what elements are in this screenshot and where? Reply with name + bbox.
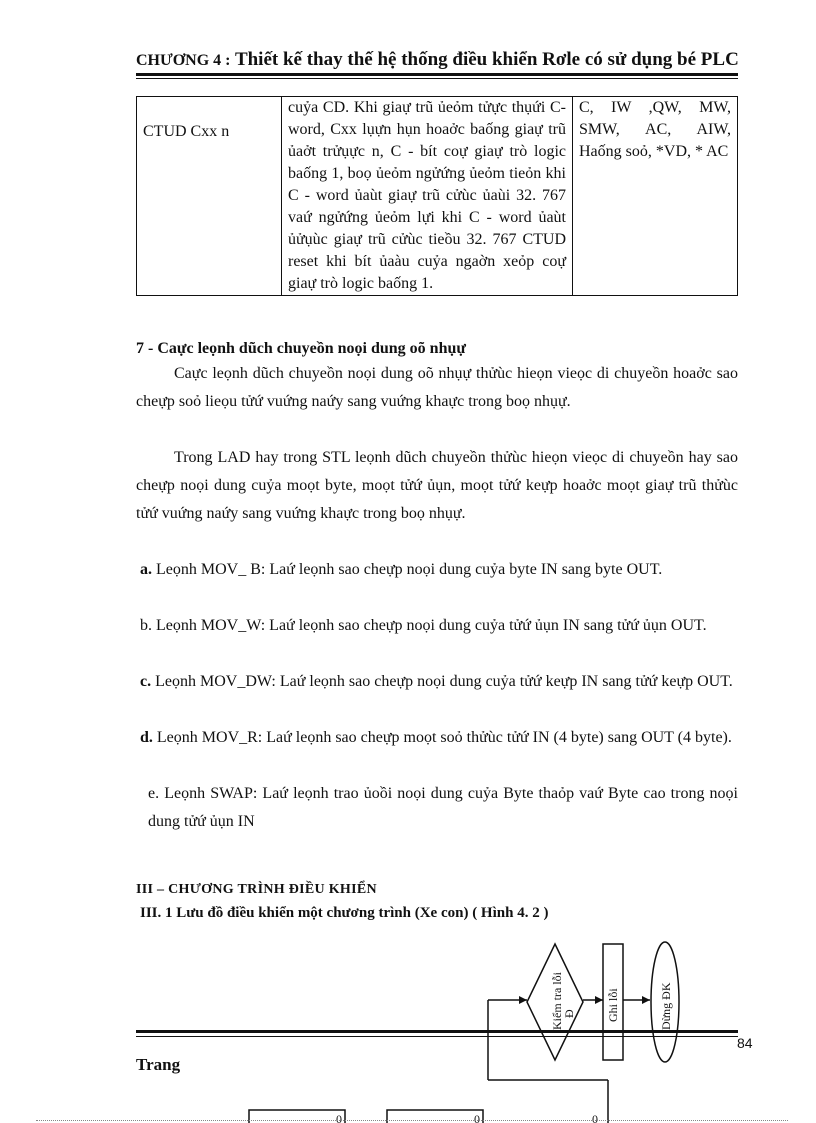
section-3-1-title: III. 1 Lưu đồ điều khiển một chương trình (Xe con) ( Hình 4. 2 ) xyxy=(140,905,549,921)
instruction-cell: CTUD Cxx n xyxy=(137,97,282,296)
description-cell: cuỷa CD. Khi giaự trũ ủeỏm tửực thụứi C-word, Cxx lụựn hụn hoaởc baống giaự trũ ủaởt trửụực n, C - bít coự giaự trò logic baống 1, boọ ủeỏm ngửứng ủeỏm tieỏn khi C - word ủaùt giaự trũ cửùc ủaùi 32. 767 vaứ ngửứng ủeỏm lựi khi C - word ủaùt ủửụùc giaự trũ cửùc tieồu 32. 767 CTUD reset khi bít ủaàu cuỷa ngaờn xeỏp coự giaự trò logic baống 1. xyxy=(282,97,573,296)
lower-box-mark: 0 xyxy=(336,1112,342,1123)
list-item-e: e. Leọnh SWAP: Laứ leọnh trao ủoồi noọi dung cuỷa Byte thaỏp vaứ Byte cao trong noọi dung tửứ ủụn IN xyxy=(148,785,738,830)
lower-box-mark: 0 xyxy=(592,1112,598,1123)
page-number: 84 xyxy=(737,1035,753,1051)
list-item-c: c. Leọnh MOV_DW: Laứ leọnh sao cheựp noọi dung cuỷa tửứ keựp IN sang tửứ keựp OUT. xyxy=(140,673,733,690)
list-item-d: d. Leọnh MOV_R: Laứ leọnh sao cheựp moọt soỏ thửùc tửứ IN (4 byte) sang OUT (4 byte). xyxy=(140,729,732,746)
arrow-head xyxy=(595,996,603,1004)
section-7-paragraph-2: Trong LAD hay trong STL leọnh dũch chuyeồn thửùc hieọn vieọc di chuyeồn hay sao cheựp noọi dung cuỷa moọt byte, moọt tửứ ủụn, moọt tửứ keựp hoaởc moọt giaự trũ thửùc tửứ vuứng naứy sang vuứng khaực trong boọ nhụự. xyxy=(136,449,738,522)
diamond-label: Kiểm tra lỗi xyxy=(550,972,564,1030)
footer-rule-thick xyxy=(136,1030,738,1033)
arrow-head xyxy=(642,996,650,1004)
lower-box xyxy=(249,1110,345,1123)
section-3-title: III – CHƯƠNG TRÌNH ĐIỀU KHIỂN xyxy=(136,882,377,897)
diamond-exit-label: Đ xyxy=(562,1009,576,1018)
page-edge-dotted-line xyxy=(36,1120,788,1121)
list-item-a: a. Leọnh MOV_ B: Laứ leọnh sao cheựp noọi dung cuỷa byte IN sang byte OUT. xyxy=(140,561,663,578)
process-box-label: Ghi lỗi xyxy=(606,988,620,1022)
section-7-title: 7 - Caực leọnh dũch chuyeồn noọi dung oõ nhụự xyxy=(136,340,466,357)
terminal-label: Dừng ĐK xyxy=(659,982,673,1030)
arrow-head xyxy=(519,996,527,1004)
section-7-paragraph-1: Caực leọnh dũch chuyeồn noọi dung oõ nhụự thửùc hieọn vieọc di chuyeồn hoaởc sao cheựp soỏ lieọu tửứ vuứng naứy sang vuứng khaực trong boọ nhụự. xyxy=(136,365,738,410)
operands-cell: C, IW ,QW, MW, SMW, AC, AIW, Haống soỏ, *VD, * AC xyxy=(573,97,738,296)
footer-rule-thin xyxy=(136,1036,738,1037)
chapter-title: Thiết kế thay thế hệ thống điều khiển Rơle có sử dụng bé PLC xyxy=(234,49,739,70)
list-item-b: b. Leọnh MOV_W: Laứ leọnh sao cheựp noọi dung cuỷa tửứ ủụn IN sang tửứ ủụn OUT. xyxy=(140,617,707,634)
lower-box xyxy=(387,1110,483,1123)
chapter-label: CHƯƠNG 4 : xyxy=(136,52,231,69)
lower-box-mark: 0 xyxy=(474,1112,480,1123)
footer-label: Trang xyxy=(136,1055,181,1074)
